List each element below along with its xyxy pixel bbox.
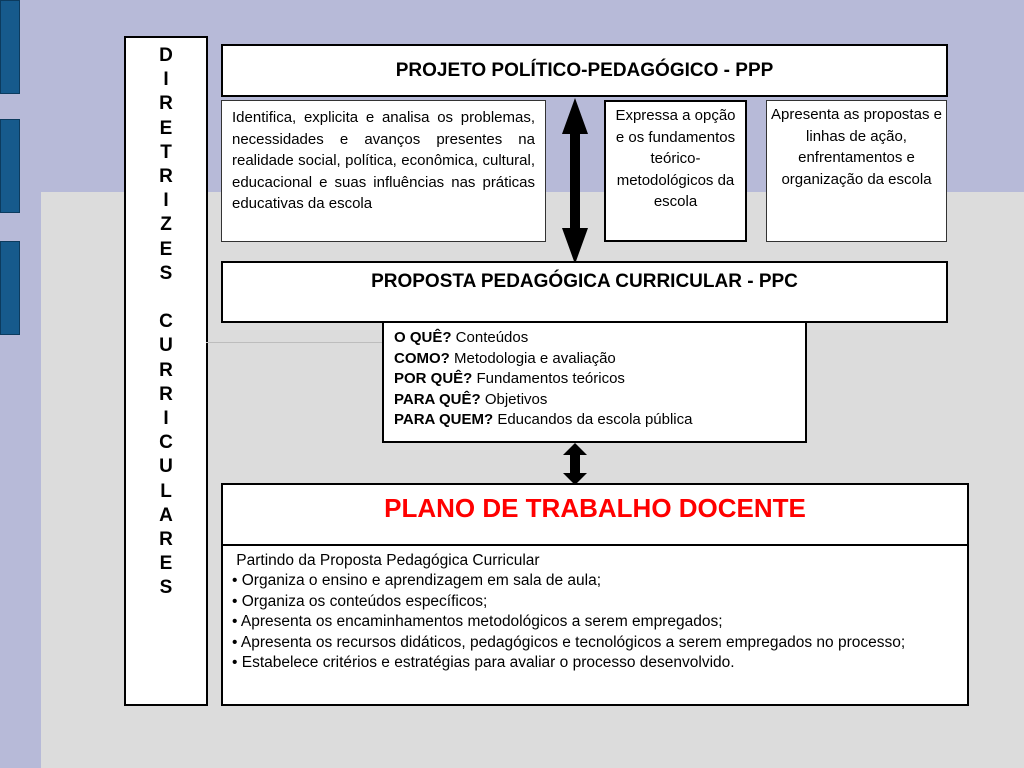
vertical-letter: S [159,262,173,284]
diretrizes-curriculares-box [124,36,208,706]
question-row [394,390,795,411]
connector-line [206,342,382,343]
vertical-letter: I [163,190,169,212]
vertical-letter: U [159,335,173,357]
vertical-letter: A [159,504,173,526]
ptd-item: • Organiza os conteúdos específicos; [232,592,488,610]
vertical-letter: S [159,577,173,599]
ptd-intro: Partindo da Proposta Pedagógica Curricular [232,552,540,569]
ptd-item: • Apresenta os recursos didáticos, pedagógicos e tecnológicos a serem empregados no processo; [232,633,906,651]
question-row [394,369,795,390]
vertical-letter: I [163,69,169,91]
ppp-description-2: Expressa a opção e os fundamentos teórico-metodológicos da escola [604,100,747,242]
vertical-letter: R [159,93,173,115]
vertical-letter: C [159,432,173,454]
background-band-left [0,0,41,768]
vertical-letter: R [159,383,173,405]
ppp-title-box [221,44,948,97]
double-arrow-vertical-icon [561,98,589,264]
ptd-body-box [221,544,969,706]
vertical-letter: L [160,480,172,502]
question-answer: Conteúdos [451,329,529,346]
ptd-title: PLANO DE TRABALHO DOCENTE [384,493,806,523]
question-row [394,410,795,431]
vertical-letter: E [159,238,173,260]
question-row [394,328,795,349]
question-answer: Educandos da escola pública [493,411,693,428]
ppc-title-box [221,261,948,323]
question-row [394,349,795,370]
question-answer: Objetivos [480,390,548,408]
ptd-item: • Apresenta os encaminhamentos metodológicos a serem empregados; [232,613,723,631]
ppc-questions-box [382,321,807,443]
question-label: O QUÊ? [394,329,452,346]
ptd-item: • Organiza o ensino e aprendizagem em sala de aula; [232,572,602,590]
vertical-letter: R [159,359,173,381]
question-label: POR QUÊ? [394,370,473,387]
question-label: COMO? [394,349,450,367]
decorative-tab-3 [0,241,20,335]
vertical-letter [126,286,206,310]
vertical-letter: Z [160,214,172,236]
question-answer: Metodologia e avaliação [449,349,616,367]
vertical-label [126,44,206,601]
decorative-tab-1 [0,0,20,94]
vertical-letter: R [159,529,173,551]
question-answer: Fundamentos teóricos [472,370,625,387]
vertical-letter: U [159,456,173,478]
question-label: PARA QUEM? [394,411,494,428]
decorative-tab-2 [0,119,20,213]
ptd-title-box [221,483,969,546]
ppp-description-1: Identifica, explicita e analisa os problemas, necessidades e avanços presentes na realidade social, política, econômica, cultural, educacional e suas influências nas práticas educativas da escola [221,100,546,242]
vertical-letter: R [159,166,173,188]
ptd-item: • Estabelece critérios e estratégias para avaliar o processo desenvolvido. [232,654,735,672]
double-arrow-vertical-small-icon [562,443,588,485]
vertical-letter: T [160,141,172,163]
vertical-letter: I [163,408,169,430]
question-label: PARA QUÊ? [394,390,481,408]
ppp-description-3: Apresenta as propostas e linhas de ação, enfrentamentos e organização da escola [766,100,947,242]
ppc-title: PROPOSTA PEDAGÓGICA CURRICULAR - PPC [371,271,798,292]
vertical-letter: E [159,553,173,575]
vertical-letter: E [159,117,173,139]
ppp-title: PROJETO POLÍTICO-PEDAGÓGICO - PPP [395,59,774,81]
vertical-letter: C [159,311,173,333]
vertical-letter: D [159,45,173,66]
